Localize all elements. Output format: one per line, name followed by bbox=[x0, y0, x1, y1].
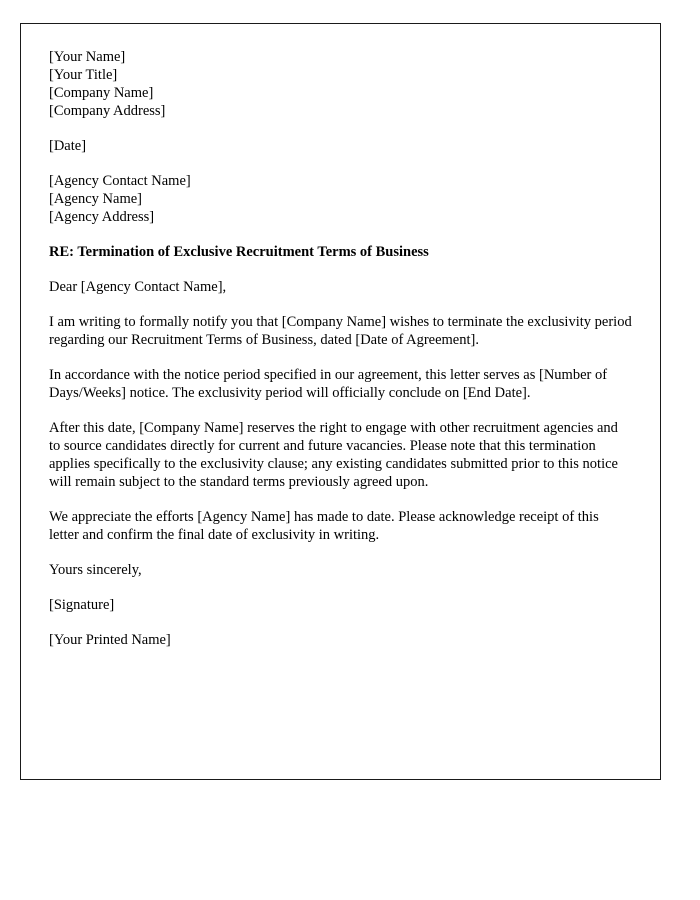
letter-page bbox=[20, 23, 661, 780]
date-block bbox=[49, 137, 632, 155]
recipient-agency-address: [Agency Address] bbox=[49, 209, 155, 225]
date-line: [Date] bbox=[49, 138, 87, 154]
sender-address-block bbox=[49, 48, 632, 120]
body-paragraph-3: After this date, [Company Name] reserves the right to engage with other recruitment agencies and to source candidates directly for current and future vacancies. Please note that this termination applies specifically to the exclusivity clause; any existing candidates submitted prior to this notice will remain subject to the standard terms previously agreed upon. bbox=[49, 420, 618, 490]
recipient-agency-name: [Agency Name] bbox=[49, 191, 142, 207]
recipient-contact-name: [Agency Contact Name] bbox=[49, 173, 191, 189]
closing-line: Yours sincerely, bbox=[49, 562, 142, 578]
printed-name-placeholder: [Your Printed Name] bbox=[49, 632, 171, 648]
sender-title: [Your Title] bbox=[49, 67, 118, 83]
subject-line: RE: Termination of Exclusive Recruitment Terms of Business bbox=[49, 244, 429, 260]
recipient-address-block bbox=[49, 172, 632, 226]
letter-body bbox=[21, 24, 660, 677]
signature-placeholder: [Signature] bbox=[49, 597, 115, 613]
sender-company: [Company Name] bbox=[49, 85, 154, 101]
salutation: Dear [Agency Contact Name], bbox=[49, 279, 227, 295]
sender-company-address: [Company Address] bbox=[49, 103, 166, 119]
body-paragraph-2: In accordance with the notice period specified in our agreement, this letter serves as [Number of Days/Weeks] notice. The exclusivity period will officially conclude on [End Date]. bbox=[49, 367, 608, 401]
body-paragraph-1: I am writing to formally notify you that [Company Name] wishes to terminate the exclusivity period regarding our Recruitment Terms of Business, dated [Date of Agreement]. bbox=[49, 314, 632, 348]
body-paragraph-4: We appreciate the efforts [Agency Name] has made to date. Please acknowledge receipt of this letter and confirm the final date of exclusivity in writing. bbox=[49, 509, 599, 543]
sender-name: [Your Name] bbox=[49, 49, 126, 65]
